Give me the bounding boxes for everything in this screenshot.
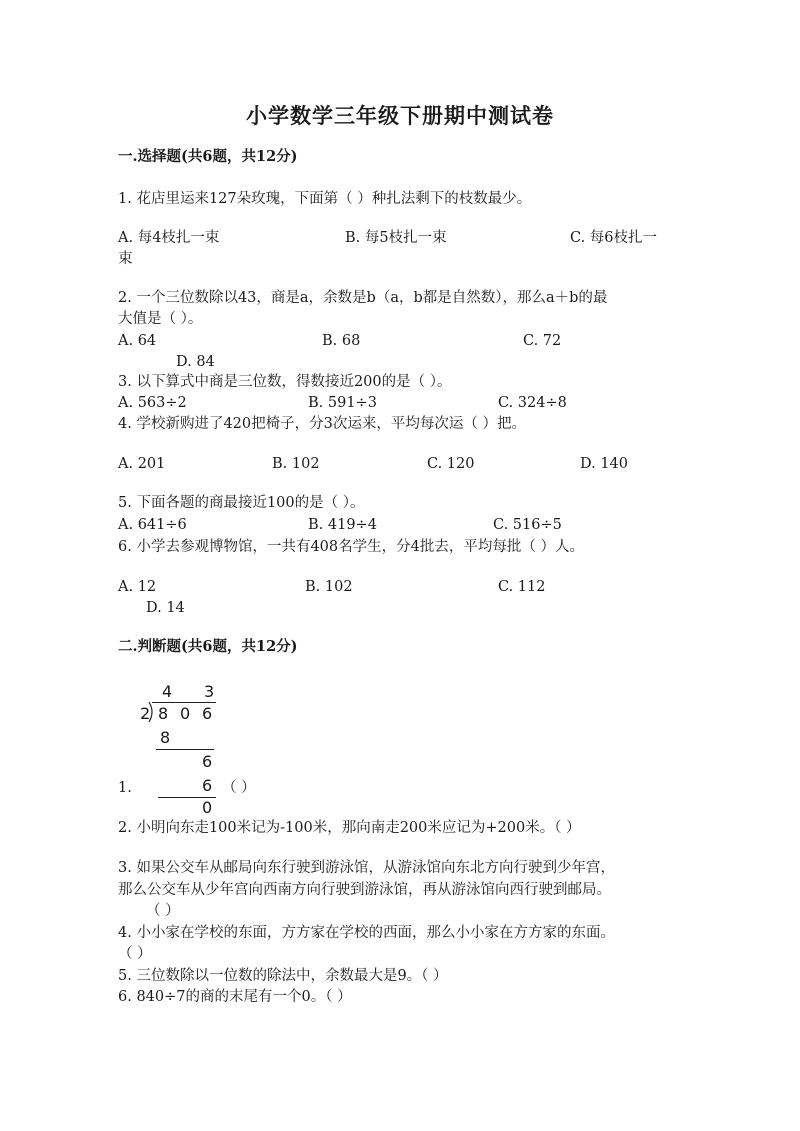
question-number: 1. [118,780,132,796]
step-product: 6 [202,776,213,795]
option-a: A. 64 [118,333,157,349]
option-b: B. 102 [305,579,353,595]
step-product: 8 [160,728,171,747]
option-a: A. 201 [118,456,166,472]
question-text: 6. 840÷7的商的末尾有一个0。（ ） [118,989,352,1005]
option-a: A. 每4枝扎一束 [118,230,220,246]
option-b: B. 591÷3 [308,395,377,411]
divisor: 2 [140,704,151,723]
option-c: C. 516÷5 [493,517,562,533]
option-d: D. 140 [580,456,629,472]
question-text: 4. 学校新购进了420把椅子，分3次运来，平均每次运（ ）把。 [118,416,526,432]
long-division-figure [138,680,228,820]
question-text: 3. 如果公交车从邮局向东行驶到游泳馆，从游泳馆向东北方向行驶到少年宫， [118,860,615,876]
dividend-digit: 0 [180,704,191,723]
option-b: B. 419÷4 [308,517,377,533]
option-b: B. 102 [272,456,320,472]
option-a: A. 641÷6 [118,517,187,533]
quotient-digit: 3 [204,682,215,701]
option-d: D. 84 [176,354,215,370]
question-text: 5. 三位数除以一位数的除法中，余数最大是9。（ ） [118,968,448,984]
question-text: 2. 小明向东走100米记为-100米，那向南走200米应记为+200米。（ ） [118,820,581,836]
answer-paren: （ ） [222,780,256,796]
option-a: A. 563÷2 [118,395,187,411]
division-bracket [148,700,156,724]
option-c-continued: 束 [118,251,133,267]
option-b: B. 每5枝扎一束 [345,230,447,246]
option-c: C. 每6枝扎一 [570,230,658,246]
dividend-digit: 6 [202,704,213,723]
option-c: C. 72 [523,333,562,349]
section-heading-judge: 二.判断题(共6题，共12分) [118,638,298,655]
option-d: D. 14 [146,600,185,616]
remainder: 0 [202,798,213,817]
question-text: 大值是（ ）。 [118,311,203,327]
question-text: 1. 花店里运来127朵玫瑰，下面第（ ）种扎法剩下的枝数最少。 [118,191,532,207]
question-text: 3. 以下算式中商是三位数，得数接近200的是（ ）。 [118,374,452,390]
answer-paren: （ ） [118,946,152,962]
question-text: 2. 一个三位数除以43，商是a，余数是b（a，b都是自然数），那么a＋b的最 [118,290,608,306]
option-b: B. 68 [322,333,361,349]
question-text: 6. 小学去参观博物馆，一共有408名学生，分4批去，平均每批（ ）人。 [118,539,584,555]
step-bringdown: 6 [202,752,213,771]
question-text: 那么公交车从少年宫向西南方向行驶到游泳馆，再从游泳馆向西行驶到邮局。 [118,882,611,898]
page-title: 小学数学三年级下册期中测试卷 [246,103,554,128]
section-heading-choice: 一.选择题(共6题，共12分) [118,148,298,165]
option-c: C. 324÷8 [498,395,567,411]
question-text: 4. 小小家在学校的东面，方方家在学校的西面，那么小小家在方方家的东面。 [118,925,615,941]
answer-paren: （ ） [146,903,180,919]
option-c: C. 120 [427,456,475,472]
question-text: 5. 下面各题的商最接近100的是（ ）。 [118,495,365,511]
option-c: C. 112 [498,579,546,595]
dividend-digit: 8 [158,704,169,723]
quotient-digit: 4 [162,682,173,701]
option-a: A. 12 [118,579,157,595]
